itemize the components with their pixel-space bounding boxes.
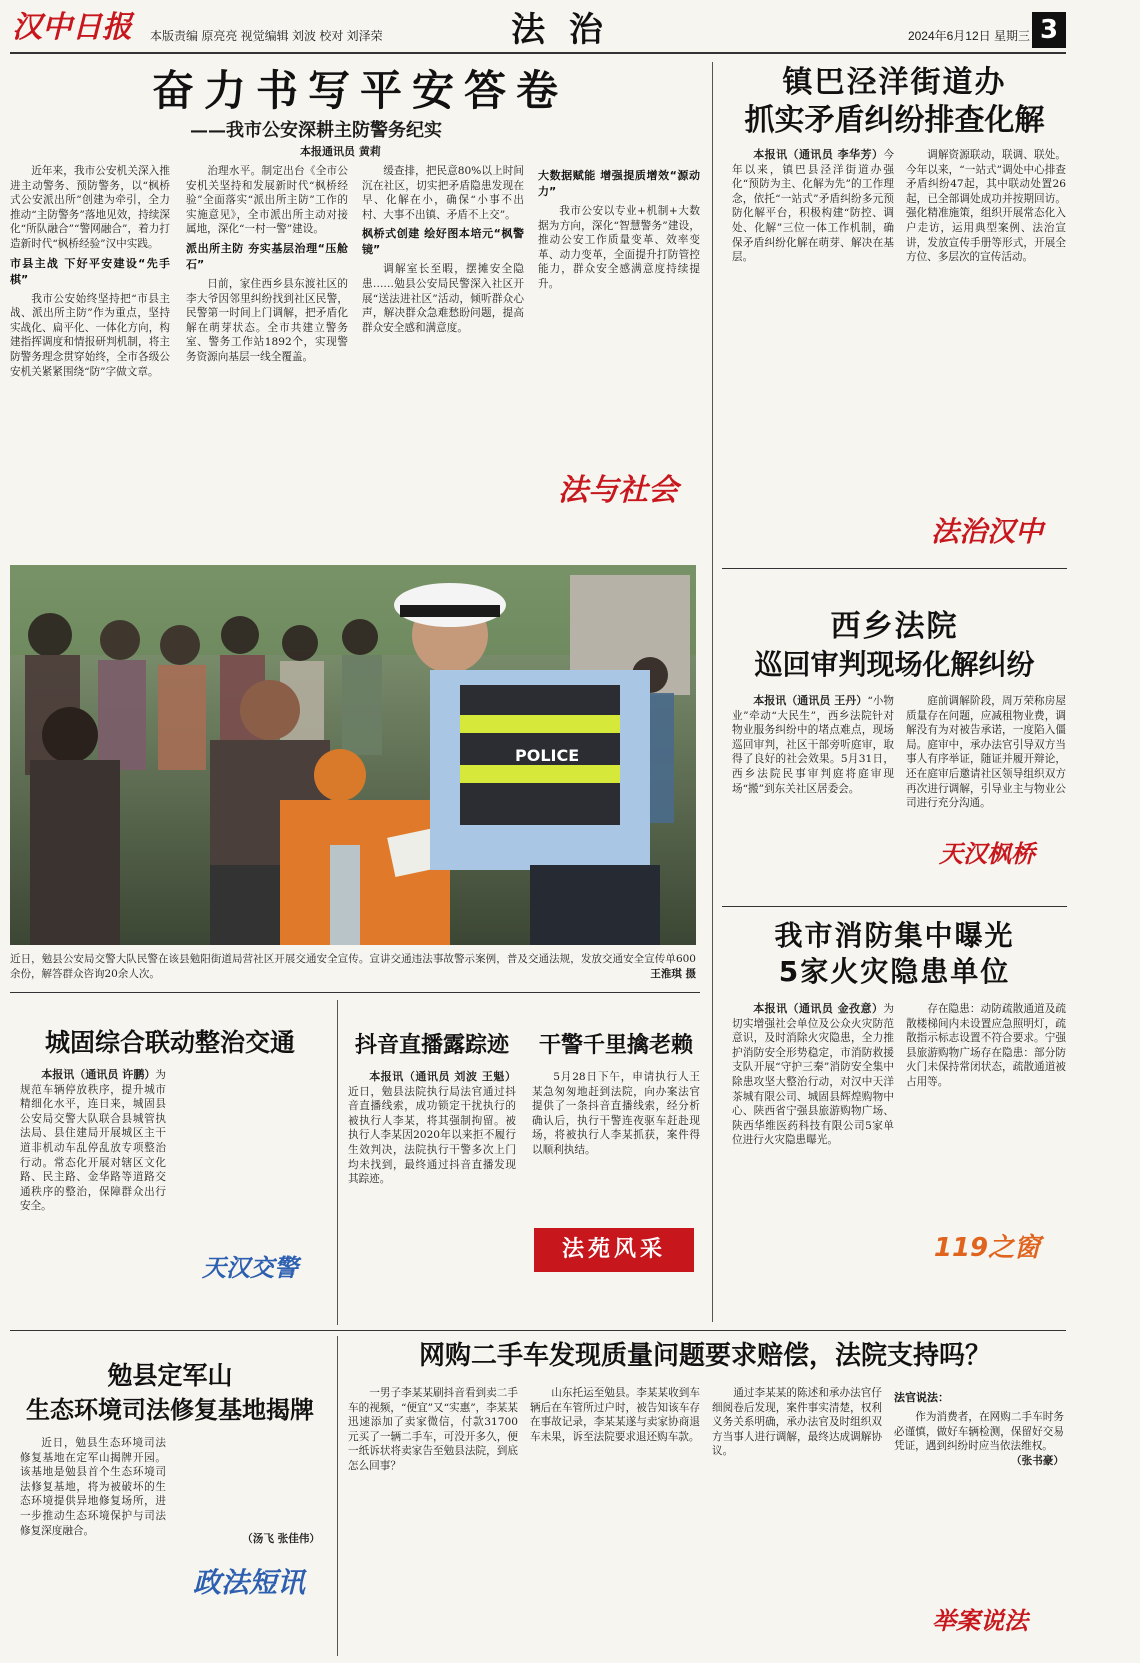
news-photo: [10, 565, 696, 945]
stamp-tianhan: 天汉枫桥: [939, 840, 1035, 868]
fire-col-2: [906, 1002, 1066, 1222]
lead-subtitle: ——我市公安深耕主防警务纪实: [190, 120, 442, 141]
qianjing-title: 干警千里擒老赖: [538, 1033, 693, 1058]
lead-byline: 本报通讯员 黄莉: [300, 145, 381, 158]
chenggu-text: 为规范车辆停放秩序，提升城市精细化水平，连日来，城固县公安局交警大队联合县城管执法局、县住建局开展城区主干道非机动车乱停乱放专项整治行动。常态化开展对辖区文化路、民主路、金华路等道路交通秩序的整治，保障群众出行安全。: [20, 1069, 166, 1213]
right-rule-2: [722, 906, 1067, 907]
photo-illustration: [10, 565, 696, 945]
zhenba-article: [722, 58, 1067, 564]
stamp-law-society: 法与社会: [558, 473, 678, 508]
chenggu-article: [10, 996, 330, 1326]
lead-col-2-text: 治理水平。制定出台《全市公安机关坚持和发展新时代“枫桥经验”全面落实“派出所主防”工作的实施意见》，全市派出所主动对接属地，深化“一村一警”建设。: [186, 165, 348, 236]
zhenba-title-1: 镇巴泾洋街道办: [782, 65, 1007, 100]
lead-col-3-text-b: 调解室长至暇，摆摊安全隐患……勉县公安局民警深入社区开展“送法进社区”活动，倾听群众心声，解决群众急难愁盼问题，提高群众安全感和满意度。: [362, 263, 524, 334]
douyin-text: 近日，勉县法院执行局法官通过抖音直播线索，成功锁定干扰执行的被执行人李某，将其强制拘留。被执行人李某因2020年以来拒不履行生效判决，法院执行干警多次上门均未找到，最终通过抖音直播发现其踪迹。: [348, 1085, 516, 1186]
stamp-hanzhong: 法治汉中: [930, 515, 1043, 548]
car-col-4: [894, 1386, 1064, 1576]
right-rule-1: [722, 568, 1067, 569]
chenggu-col-1: [20, 1068, 166, 1318]
lead-col-4-text: 我市公安以专业+机制+大数据为方向，深化“智慧警务”建设，推动公安工作质量变革、效率变革、动力变革，全面提升打防管控能力，群众安全感满意度持续提升。: [538, 205, 700, 290]
stamp-zhengfa: 政法短讯: [192, 1566, 305, 1599]
column-divider: [712, 62, 713, 1322]
zhenba-title-2: 抓实矛盾纠纷排查化解: [744, 103, 1045, 138]
lead-col-2: [186, 164, 348, 550]
car-col-2: [530, 1386, 700, 1652]
fire-text-1: 为切实增强社会单位及公众火灾防范意识，及时消除火灾隐患，全力推护消防安全形势稳定，市消防救援支队开展“守护三秦”消防安全集中除患攻坚大整治行动，对汉中天洋茶城有限公司、城固县辉煌购物中心、陕西省宁强县旅游购物广场、陕西华维医药科技有限公司5家单位进行火灾隐患曝光。: [732, 1003, 894, 1147]
zhenba-col-2: [906, 148, 1066, 498]
qianjing-article: [526, 996, 706, 1326]
masthead-rule: [10, 52, 1066, 54]
xixiang-col-2: [906, 694, 1066, 834]
qianjing-col: [532, 1070, 700, 1220]
vest-text: POLICE: [515, 746, 580, 765]
lead-col-1-text: 近年来，我市公安机关深入推进主动警务、预防警务，以“枫桥式公安派出所”创建为牵引，全力推动“主防警务”落地见效，持续深化“所队融合”“警网融合”，着力打造新时代“枫桥经验”汉中实践。: [10, 165, 170, 250]
car-col-3-text: 通过李某某的陈述和承办法官仔细阅卷后发现，案件事实清楚，权利义务关系明确，承办法官及时组织双方当事人进行调解，最终达成调解协议。: [712, 1387, 882, 1458]
car-col-1: [348, 1386, 518, 1652]
fire-article: [722, 910, 1067, 1320]
fire-text-2: 存在隐患：动防疏散通道及疏散楼梯间内未设置应急照明灯，疏散指示标志设置不符合要求。宁强县旅游购物广场存在隐患：部分防火门未保持常闭状态，疏散通道被占用等。: [906, 1003, 1066, 1088]
paper-logo: 汉中日报: [12, 10, 132, 45]
fire-col-1: [732, 1002, 894, 1314]
car-title: 网购二手车发现质量问题要求赔偿，法院支持吗？: [418, 1341, 991, 1371]
chenggu-byline: 本报讯（通讯员 许鹏）: [41, 1068, 156, 1081]
xixiang-article: [722, 572, 1067, 902]
zhenba-text-1: 今年以来，镇巴县泾洋街道办强化“预防为主、化解为先”的工作理念，依托“一站式”矛盾纠纷多元预防化解平台，积极构建“防控、调处、化解”三位一体工作机制，确保矛盾纠纷化解在萌芽、解决在基层。: [732, 149, 894, 264]
car-col-3: [712, 1386, 882, 1652]
douyin-byline: 本报讯（通讯员 刘波 王魁）: [369, 1070, 516, 1083]
lead-col-2-subhead: 派出所主防 夯实基层治理“压舱石”: [186, 241, 348, 271]
masthead-date: 2024年6月12日 星期三: [907, 29, 1030, 43]
zhenba-text-2: 调解资源联动，联调、联处。今年以来，“一站式”调处中心排查矛盾纠纷47起，其中联动处置26起，已全部调处成功并按期回访。强化精准施策，组织开展常态化入户走访，运用典型案例、法治宣讲，发放宣传手册等形式，开展全方位、多层次的宣传活动。: [906, 149, 1066, 264]
masthead: [0, 0, 1140, 60]
dingjun-article: [10, 1336, 330, 1656]
car-col-4-subhead: 法官说法：: [894, 1391, 949, 1404]
car-article: [344, 1336, 1066, 1658]
page-number: 3: [1032, 12, 1066, 48]
douyin-col: [348, 1070, 516, 1320]
section-name: 法 治: [511, 10, 609, 50]
xixiang-title-1: 西乡法院: [830, 609, 959, 644]
lead-col-2-text-b: 日前，家住西乡县东渡社区的李大爷因邻里纠纷找到社区民警，民警第一时间上门调解，把矛盾化解在萌芽状态。全市共建立警务室、警务工作站1892个，实现警务资源向基层一线全覆盖。: [186, 277, 348, 363]
xixiang-text-2: 庭前调解阶段，周万荣称房屋质量存在问题，应减租物业费，调解没有为对被告承诺，一度陷入僵局。庭审中，承办法官引导双方当事人有序举证，随证并履开辩论，还在庭审后邀请社区领导组织双方再次进行调解，引导业主与物业公司进行充分沟通。: [906, 695, 1066, 810]
dingjun-title-1: 勉县定军山: [107, 1361, 233, 1390]
lead-col-1: [10, 164, 170, 550]
lead-col-4-subhead: 大数据赋能 增强提质增效“源动力”: [538, 169, 700, 198]
xixiang-byline: 本报讯（通讯员 王丹）: [753, 694, 868, 707]
stamp-jubao: 举案说法: [932, 1607, 1028, 1635]
stamp-fayuan: 法苑风采: [534, 1228, 694, 1272]
middle-divider-1: [337, 1000, 338, 1325]
douyin-article: [342, 996, 522, 1326]
lead-col-3-subhead: 枫桥式创建 绘好图本培元“枫警镜”: [362, 227, 524, 257]
fire-title-2: 5家火灾隐患单位: [778, 955, 1011, 988]
photo-credit: 王淮琪 摄: [650, 968, 696, 980]
lead-col-4: [538, 164, 700, 464]
zhenba-col-1: [732, 148, 894, 558]
lead-col-1-text-b: 我市公安始终坚持把“市县主战、派出所主防”作为重点，坚持实战化、扁平化、一体化方向，构建指挥调度和情报研判机制，将主防警务理念贯穿始终，全市各级公安机关紧紧围绕“防”字做文章。: [10, 292, 170, 378]
zhenba-byline: 本报讯（通讯员 李华芳）: [753, 148, 884, 161]
dingjun-col-1: [20, 1436, 166, 1646]
fire-title-1: 我市消防集中曝光: [774, 919, 1015, 952]
dingjun-text: 近日，勉县生态环境司法修复基地在定军山揭牌开园。该基地是勉县首个生态环境司法修复基地，将为被破坏的生态环境提供异地修复场所，进一步推动生态环境保护与司法修复深度融合。: [20, 1437, 166, 1537]
middle-bottom-rule: [10, 1330, 1066, 1331]
dingjun-note: （汤飞 张佳伟）: [242, 1533, 320, 1545]
lead-col-3-text: 缓查排，把民意80%以上时间沉在社区，切实把矛盾隐患发现在早、化解在小，确保“小事不出村、大事不出镇、矛盾不上交”。: [362, 165, 524, 221]
lead-article: [10, 58, 700, 558]
qianjing-text: 5月28日下午，申请执行人王某急匆匆地赶到法院，向办案法官提供了一条抖音直播线索，经分析确认后，执行干警连夜驱车赶赴现场，将被执行人李某抓获，案件得以顺利执结。: [532, 1071, 700, 1156]
lead-col-1-subhead: 市县主战 下好平安建设“先手棋”: [10, 256, 170, 286]
xixiang-title-2: 巡回审判现场化解纠纷: [754, 648, 1035, 681]
dingjun-title-2: 生态环境司法修复基地揭牌: [26, 1396, 314, 1424]
lead-title: 奋力书写平安答卷: [151, 66, 568, 115]
masthead-staff: 本版责编 原亮亮 视觉编辑 刘波 校对 刘泽荣: [150, 29, 383, 43]
douyin-title: 抖音直播露踪迹: [354, 1033, 509, 1058]
photo-bottom-rule: [10, 992, 700, 993]
photo-caption: [10, 952, 696, 986]
xixiang-text-1: “小物业”牵动“大民生”，西乡法院针对物业服务纠纷中的堵点难点，现场巡回审判，社区干部旁听庭审，取得了良好的社会效果。5月31日，西乡法院民事审判庭将庭审现场“搬”到东关社区居委会。: [732, 695, 894, 795]
car-note: （张书豪）: [1011, 1454, 1064, 1467]
car-col-4-text: 作为消费者，在网购二手车时务必谨慎，做好车辆检测，保留好交易凭证，遇到纠纷时应当依法维权。: [894, 1411, 1064, 1453]
car-col-1-text: 一男子李某某刷抖音看到卖二手车的视频，“便宜”又“实惠”，李某某迅速添加了卖家微信，付款31700元买了一辆二手车，可没开多久，便一纸诉状将卖家告至勉县法院，到底怎么回事？: [348, 1387, 518, 1472]
bottom-divider: [337, 1336, 338, 1656]
lead-col-3: [362, 164, 524, 550]
car-col-2-text: 山东托运至勉县。李某某收到车辆后在车管所过户时，被告知该车存在事故记录，李某某遂与卖家协商退车未果，诉至法院要求退还购车款。: [530, 1387, 700, 1443]
xixiang-col-1: [732, 694, 894, 894]
stamp-tianyuan: 天汉交警: [202, 1254, 298, 1282]
chenggu-title: 城固综合联动整治交通: [44, 1028, 295, 1057]
photo-caption-text: 近日，勉县公安局交警大队民警在该县勉阳街道局营社区开展交通安全宣传。宣讲交通违法事故警示案例，普及交通法规，发放交通安全宣传单600余份，解答群众咨询20余人次。: [10, 953, 696, 980]
stamp-119: 119之窗: [933, 1233, 1041, 1263]
fire-byline: 本报讯（通讯员 金孜意）: [753, 1002, 884, 1015]
